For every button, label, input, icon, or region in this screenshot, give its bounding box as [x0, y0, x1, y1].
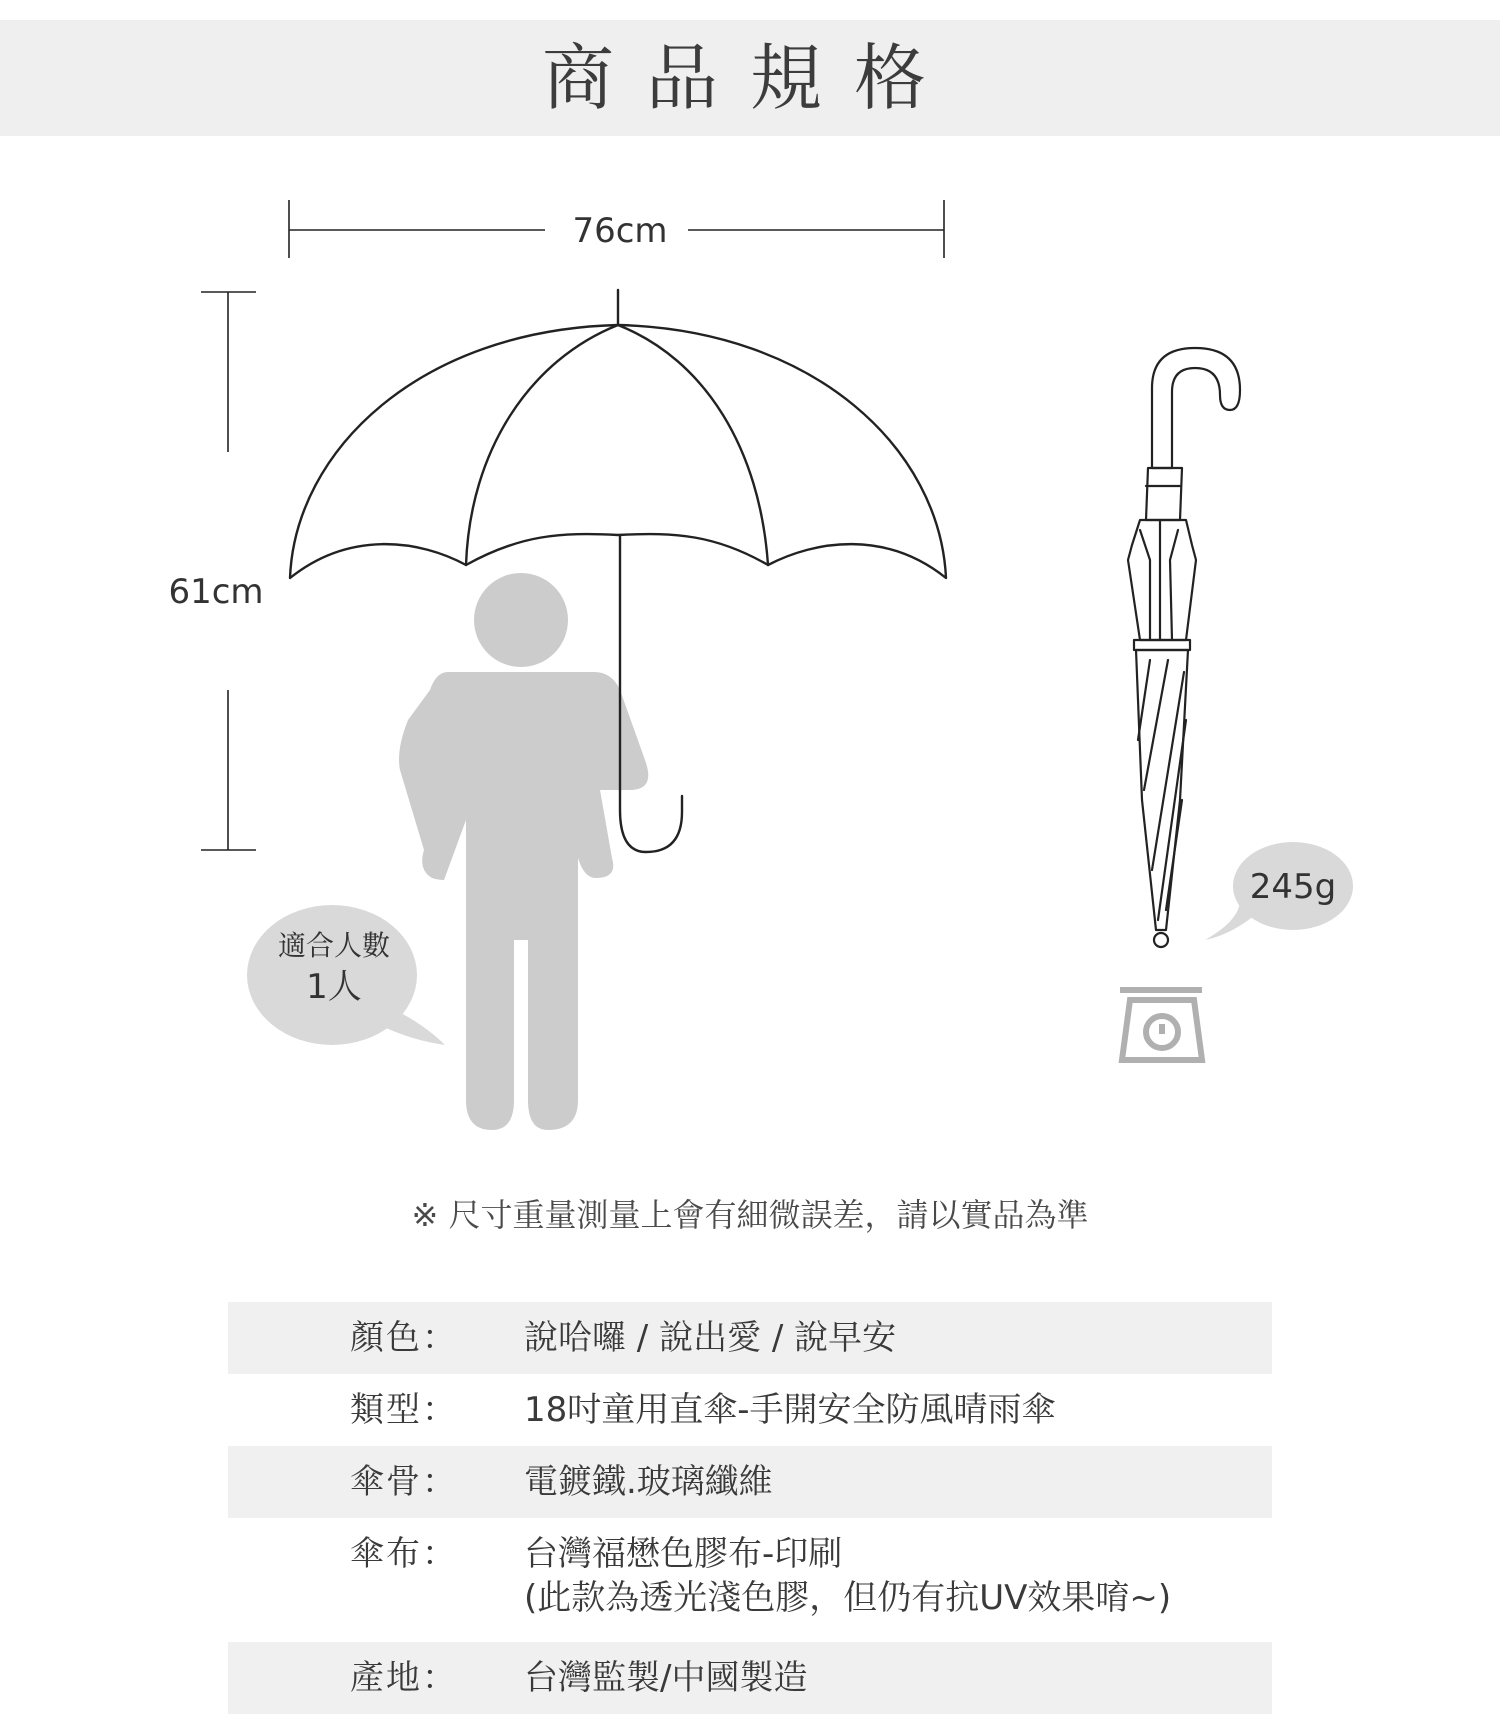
height-label: 61cm — [168, 572, 264, 612]
height-dimension — [201, 292, 256, 850]
capacity-bubble — [247, 905, 445, 1045]
closed-umbrella-icon — [1128, 348, 1240, 947]
spec-value-line: 18吋童用直傘-手開安全防風晴雨傘 — [524, 1390, 1056, 1430]
weight-label: 245g — [1249, 867, 1337, 907]
spec-value — [524, 1656, 1272, 1700]
spec-value — [524, 1460, 1272, 1504]
spec-row-color — [228, 1302, 1272, 1374]
spec-value — [524, 1316, 1272, 1360]
spec-row-type — [228, 1374, 1272, 1446]
spec-table — [228, 1302, 1272, 1714]
spec-row-fabric — [228, 1518, 1272, 1642]
capacity-line2: 1人 — [306, 967, 362, 1007]
spec-label: 傘布： — [350, 1534, 458, 1574]
spec-label: 產地： — [350, 1658, 458, 1698]
person-silhouette-icon — [399, 573, 648, 1130]
spec-value-line: (此款為透光淺色膠，但仍有抗UV效果唷~) — [524, 1578, 1172, 1618]
spec-value-line: 電鍍鐵.玻璃纖維 — [524, 1462, 773, 1502]
spec-value-line: 台灣福懋色膠布-印刷 — [524, 1534, 843, 1574]
spec-label: 顏色： — [350, 1318, 458, 1358]
spec-value-line: 說哈囉 / 說出愛 / 說早安 — [524, 1318, 897, 1358]
page-title: 商品規格 — [541, 36, 958, 120]
spec-label: 傘骨： — [350, 1462, 458, 1502]
measurement-note: ※ 尺寸重量測量上會有細微誤差，請以實品為準 — [411, 1196, 1089, 1234]
weight-bubble — [1205, 842, 1353, 940]
spec-label: 類型： — [350, 1390, 458, 1430]
spec-row-origin — [228, 1642, 1272, 1714]
width-label: 76cm — [572, 211, 668, 251]
capacity-line1: 適合人數 — [277, 929, 391, 962]
spec-value — [524, 1532, 1272, 1620]
spec-value-line: 台灣監製/中國製造 — [524, 1658, 808, 1698]
scale-icon — [1120, 990, 1202, 1060]
spec-value — [524, 1388, 1272, 1432]
spec-row-frame — [228, 1446, 1272, 1518]
